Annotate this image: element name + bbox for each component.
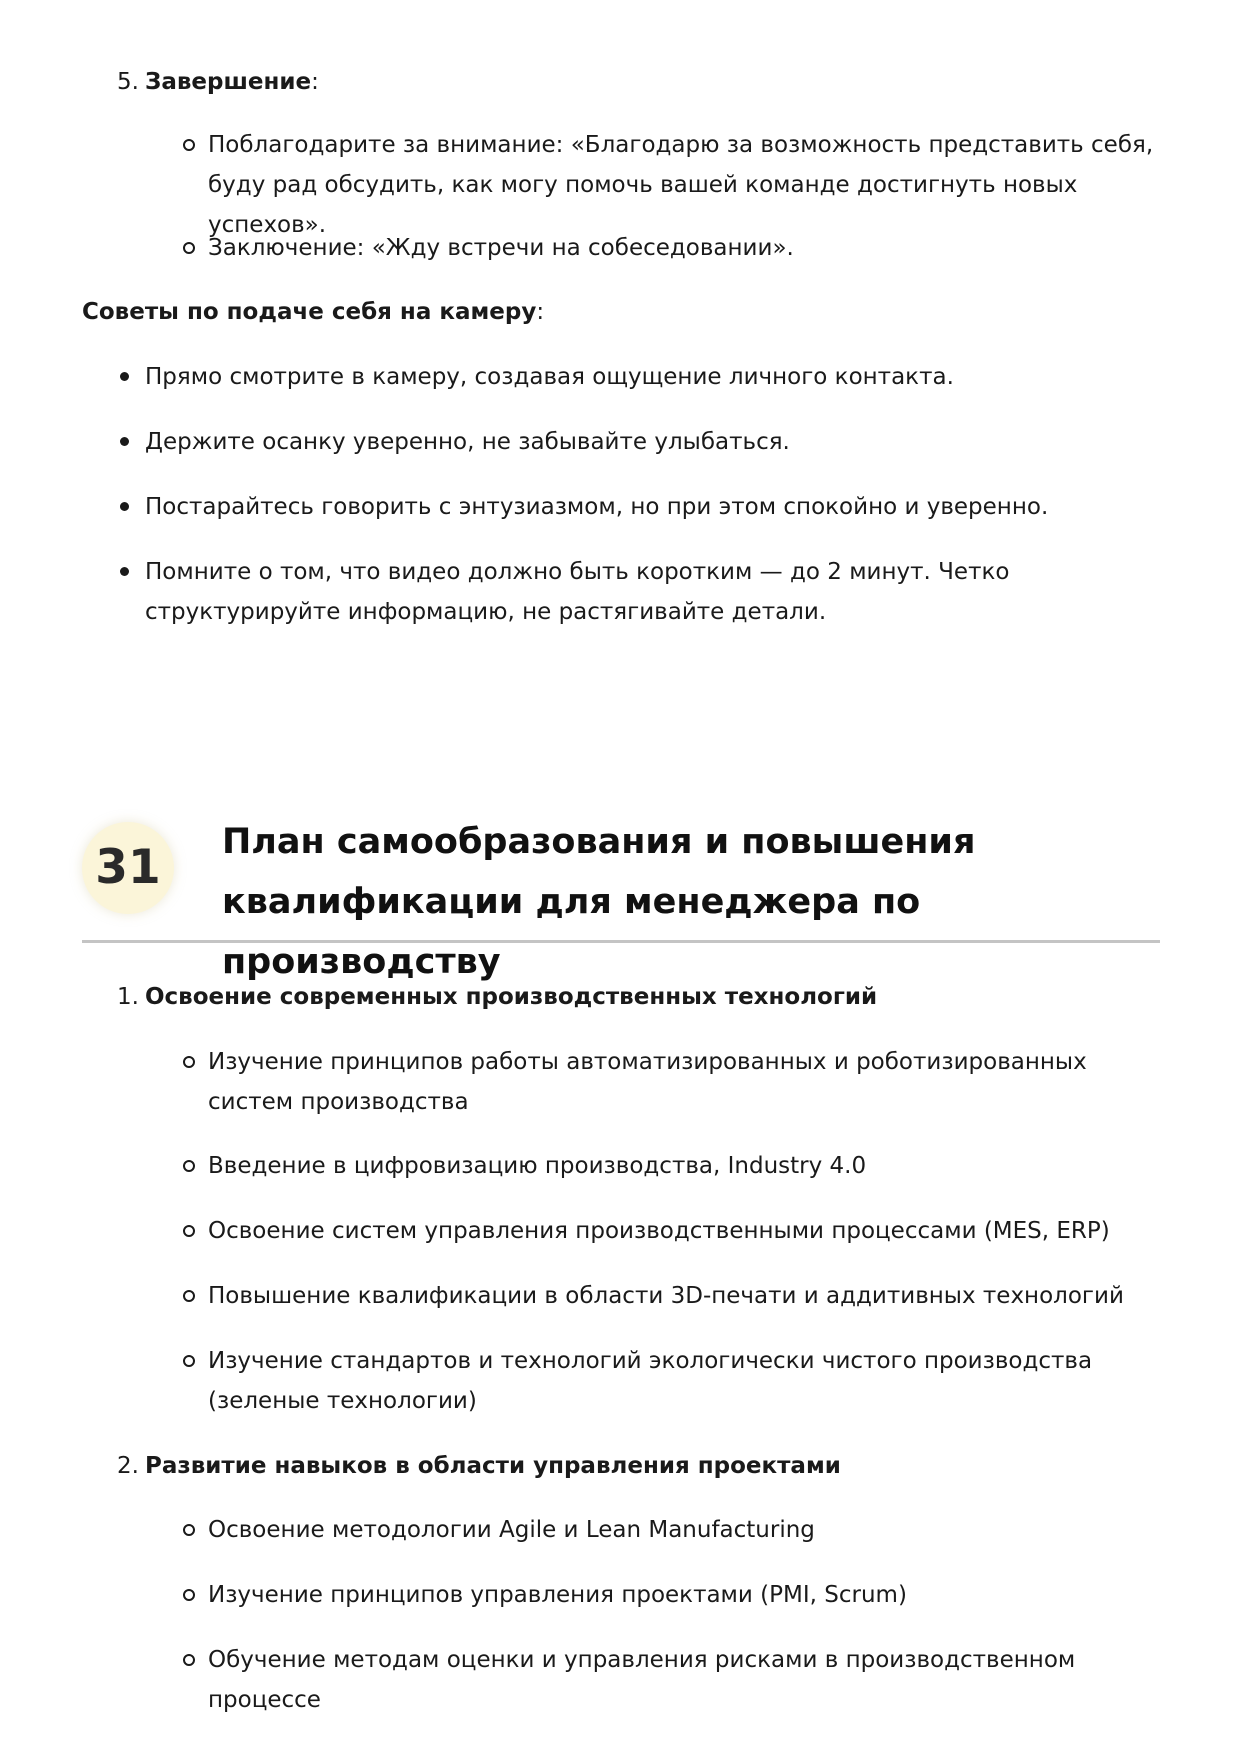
section-number-badge: 31 [82,822,174,914]
sub-list-item: Введение в цифровизацию производства, Industry 4.0 [208,1146,1163,1186]
bullet-item: Помните о том, что видео должно быть коротким — до 2 минут. Четко структурируйте информацию, не растягивайте детали. [145,552,1155,632]
sub-list-item: Повышение квалификации в области 3D-печати и аддитивных технологий [208,1276,1163,1316]
tips-heading-text: Советы по подаче себя на камеру [82,299,537,325]
list-number: 5. [117,69,139,95]
label-colon: : [536,299,545,325]
sub-list-item: Заключение: «Жду встречи на собеседовании». [208,228,1163,268]
sub-list-item: Обучение методам оценки и управления рисками в производственном процессе [208,1640,1163,1720]
list-item-label: Освоение современных производственных технологий [145,984,878,1010]
bullet-item: Постарайтесь говорить с энтузиазмом, но при этом спокойно и уверенно. [145,487,1155,527]
sub-list-item: Освоение методологии Agile и Lean Manufacturing [208,1510,1163,1550]
sub-list-item: Освоение систем управления производственными процессами (MES, ERP) [208,1211,1163,1251]
plan-item-technologies [117,977,1155,1017]
list-item-completion [117,62,1155,102]
list-item-label: Завершение [145,69,312,95]
list-number: 1. [117,984,139,1010]
sub-list-item: Поблагодарите за внимание: «Благодарю за возможность представить себя, буду рад обсудить, как могу помочь вашей команде достигнуть новых успехов». [208,125,1163,245]
bullet-item: Держите осанку уверенно, не забывайте улыбаться. [145,422,1155,462]
section-title: План самообразования и повышения квалификации для менеджера по производству [222,822,976,982]
section-header [82,812,1160,982]
list-number: 2. [117,1453,139,1479]
sub-list-item: Изучение стандартов и технологий экологически чистого производства (зеленые технологии) [208,1341,1163,1421]
sub-list-item: Изучение принципов работы автоматизированных и роботизированных систем производства [208,1042,1163,1122]
bullet-item: Прямо смотрите в камеру, создавая ощущение личного контакта. [145,357,1155,397]
sub-list-item: Изучение принципов управления проектами (PMI, Scrum) [208,1575,1163,1615]
list-item-label: Развитие навыков в области управления проектами [145,1453,841,1479]
label-colon: : [311,69,319,95]
tips-heading [82,292,1162,332]
plan-item-project-management [117,1446,1155,1486]
